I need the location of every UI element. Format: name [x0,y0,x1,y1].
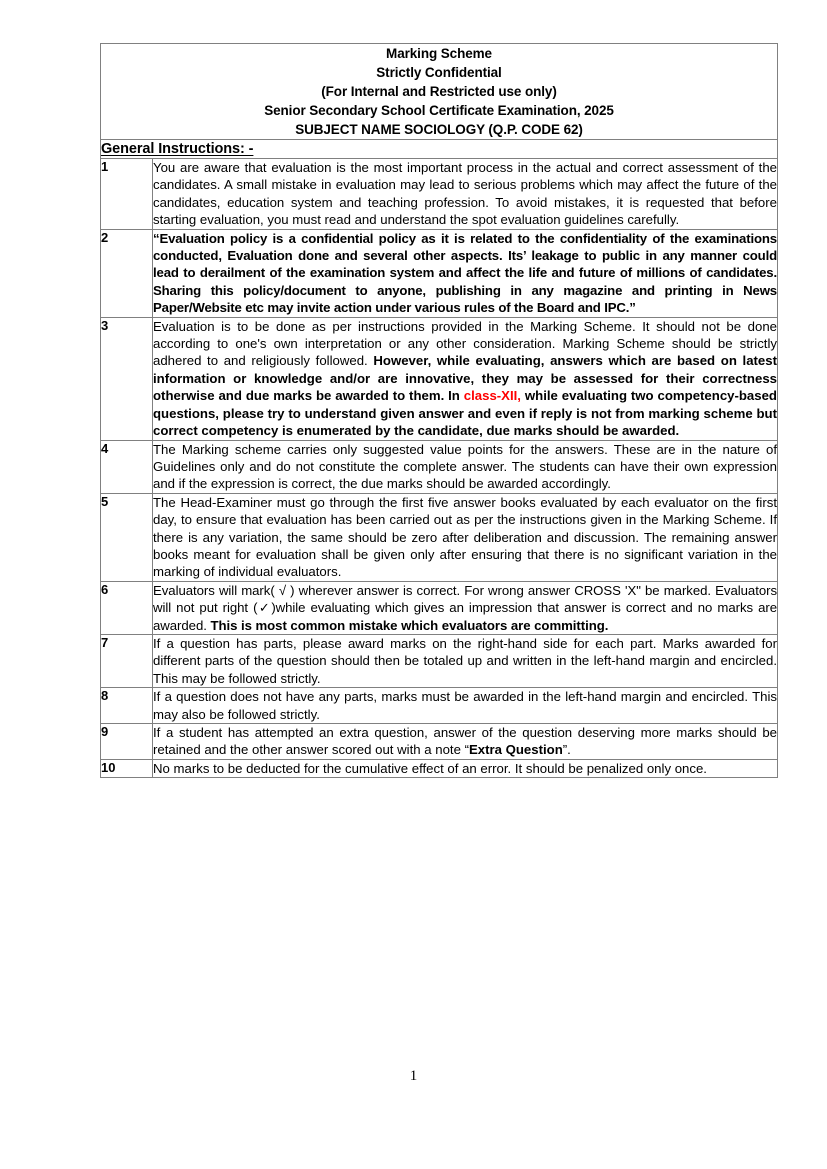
header-line-title: Marking Scheme [386,46,492,61]
header-line-subject: SUBJECT NAME SOCIOLOGY (Q.P. CODE 62) [295,122,583,137]
instruction-text: No marks to be deducted for the cumulative effect of an error. It should be penalized only once. [153,759,778,777]
general-instructions-cell [101,140,778,159]
instruction-text: If a question does not have any parts, marks must be awarded in the left-hand margin and encircled. This may also be followed strictly. [153,689,777,722]
instruction-number: 10 [101,759,153,777]
instruction-text: You are aware that evaluation is the most important process in the actual and correct assessment of the candidates. A small mistake in evaluation may lead to serious problems which may affect the future of the candidates, education system and teaching profession. To avoid mistakes, it is requested that before starting evaluation, you must read and understand the spot evaluation guidelines carefully. [153,160,777,228]
table-row [101,724,778,760]
instruction-text: “Evaluation policy is a confidential policy as it is related to the confidentiality of the examinations conducted, Evaluation done and several other aspects. Its’ leakage to public in any manner could lead to derailment of the examination system and affect the life and future of millions of candidates. Sharing this policy/document to anyone, publishing in any magazine and printing in News Paper/Website etc may invite action under various rules of the Board and IPC.” [153,230,777,316]
instruction-text-plain-tail: ”. [562,742,571,758]
instruction-text: The Marking scheme carries only suggested value points for the answers. These are in the nature of Guidelines only and do not constitute the complete answer. The students can have their own expression and if the expression is correct, the due marks should be awarded accordingly. [153,441,777,492]
instruction-text-plain-lead: If a student has attempted an extra question, answer of the question deserving more marks should be retained and the other answer scored out with a note “ [153,725,777,758]
instruction-number: 2 [101,229,153,317]
table-row [101,688,778,724]
instruction-number: 9 [101,724,153,760]
header-line-exam: Senior Secondary School Certificate Examination, 2025 [264,103,614,118]
table-row-header [101,44,778,140]
instruction-number: 5 [101,493,153,581]
instruction-number: 8 [101,688,153,724]
table-row [101,493,778,581]
instruction-text [153,581,778,634]
instruction-number: 3 [101,317,153,440]
table-row [101,440,778,493]
table-row-general-instructions [101,140,778,159]
instruction-text [153,724,778,760]
instruction-number: 7 [101,634,153,687]
table-row [101,634,778,687]
document-header-cell [101,44,778,140]
header-line-confidential: Strictly Confidential [376,65,502,80]
table-row [101,317,778,440]
instruction-number: 4 [101,440,153,493]
header-line-usage: (For Internal and Restricted use only) [321,84,557,99]
instruction-text-plain: Evaluators will mark( √ ) wherever answer is correct. For wrong answer CROSS 'X" be marked. Evaluators will not put right (✓)while evaluating which gives an impression that answer is correct and no marks are awarded. [153,582,777,633]
instruction-text: If a question has parts, please award marks on the right-hand side for each part. Marks awarded for different parts of the question should then be totaled up and written in the left-hand margin and encircled. This may be followed strictly. [153,635,777,686]
page-number: 1 [409,1068,418,1084]
instruction-number: 1 [101,159,153,230]
instruction-text-plain: Evaluation is to be done as per instructions provided in the Marking Scheme. It should not be done according to one's own interpretation or any other consideration. Marking Scheme should be strictly adhered to and religiously followed. [153,318,777,369]
instruction-text [153,317,778,440]
general-instructions-title: General Instructions: - [101,141,254,157]
instruction-number: 6 [101,581,153,634]
instruction-text-highlight-class: class-XII, [463,388,521,404]
table-row [101,759,778,777]
instruction-text: The Head-Examiner must go through the first five answer books evaluated by each evaluator on the first day, to ensure that evaluation has been carried out as per the instructions given in the Marking Scheme. If there is any variation, the same should be zero after deliberation and discussion. The remaining answer books meant for evaluation shall be given only after ensuring that there is no significant variation in the marking of individual evaluators. [153,494,777,580]
table-row [101,159,778,230]
marking-scheme-table [100,43,778,778]
instruction-text-bold-first: However, while evaluating, answers which are based on latest information or knowledge and/or are innovative, they may be assessed for their correctness otherwise and due marks be awarded to them. In [153,353,777,404]
table-row [101,581,778,634]
instruction-text-bold: Extra Question [468,742,563,758]
instruction-text-bold: This is most common mistake which evaluators are committing. [210,617,609,633]
instruction-text-bold-second: while evaluating two competency-based questions, please try to understand given answer and even if reply is not from marking scheme but correct competency is enumerated by the candidate, due marks should be awarded. [153,388,777,439]
table-row [101,229,778,317]
